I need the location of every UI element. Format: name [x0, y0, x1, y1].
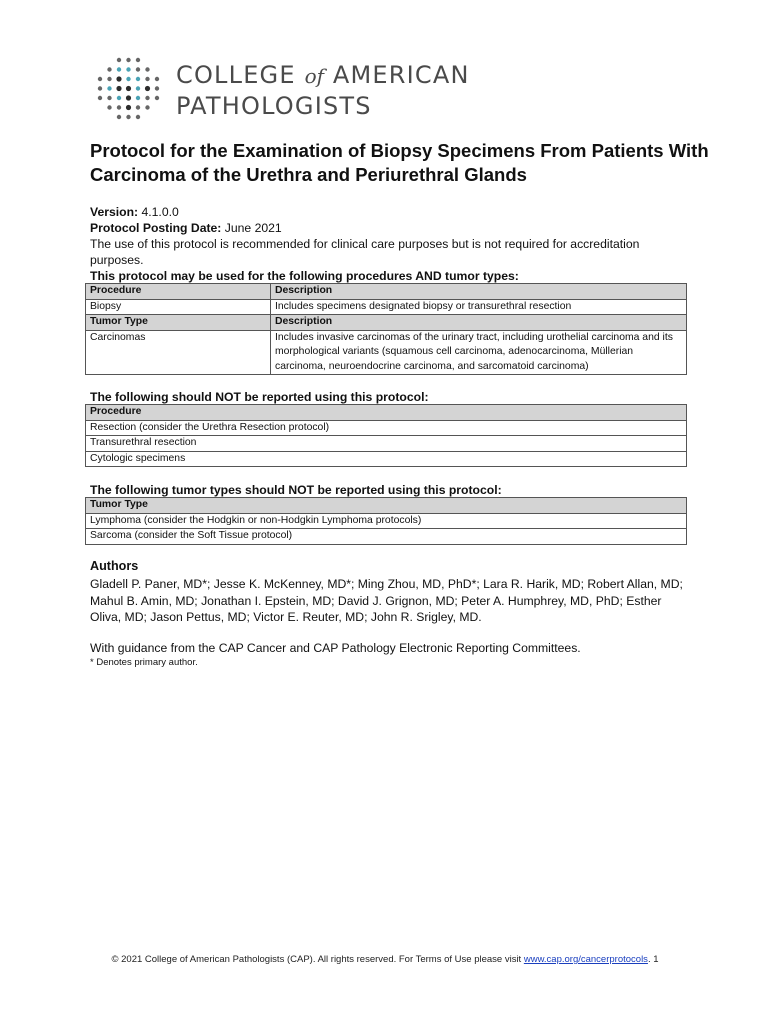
table-row	[86, 451, 687, 467]
tumor-type-header: Tumor Type	[86, 315, 271, 331]
logo-dot	[98, 86, 102, 90]
logo-dot	[107, 86, 111, 90]
logo-dot	[155, 77, 159, 81]
procedure-header: Procedure	[86, 405, 687, 421]
protocol-meta	[90, 204, 690, 284]
logo-dot	[145, 86, 150, 91]
table-header-row	[86, 498, 687, 514]
table-cell: Transurethral resection	[86, 436, 687, 452]
logo-dot	[126, 105, 131, 110]
logo-dot	[117, 96, 121, 100]
logo-wordmark: COLLEGE of AMERICAN PATHOLOGISTS	[176, 61, 470, 120]
not-procedures-table	[85, 404, 687, 467]
logo-dot	[116, 76, 121, 81]
posting-date-label: Protocol Posting Date:	[90, 221, 222, 235]
version-label: Version:	[90, 205, 139, 219]
table-row	[86, 420, 687, 436]
logo-dot	[136, 105, 140, 109]
logo-dot	[145, 96, 149, 100]
tumor-type-header: Tumor Type	[86, 498, 687, 514]
logo-dot	[136, 115, 140, 119]
logo-dot	[155, 96, 159, 100]
not-procedures-heading: The following should NOT be reported using this protocol:	[90, 390, 429, 404]
logo-dot	[126, 86, 131, 91]
logo-dot	[136, 86, 140, 90]
table-header-row	[86, 284, 687, 300]
logo-dot	[126, 115, 130, 119]
logo-dot	[136, 67, 140, 71]
logo-dot	[145, 105, 149, 109]
logo-dot	[126, 95, 131, 100]
not-tumors-heading: The following tumor types should NOT be reported using this protocol:	[90, 483, 502, 497]
tumor-type-cell: Carcinomas	[86, 330, 271, 375]
logo-dot-grid-icon	[94, 54, 164, 124]
table-header-row	[86, 405, 687, 421]
table-cell: Resection (consider the Urethra Resection protocol)	[86, 420, 687, 436]
table-cell: Cytologic specimens	[86, 451, 687, 467]
page-number: . 1	[647, 954, 659, 965]
page-footer	[0, 954, 770, 966]
version-value: 4.1.0.0	[141, 205, 179, 219]
description-header: Description	[271, 315, 687, 331]
logo-dot	[136, 58, 140, 62]
table-row	[86, 529, 687, 545]
table-row	[86, 513, 687, 529]
logo-dot	[107, 96, 111, 100]
table-cell: Lymphoma (consider the Hodgkin or non-Hodgkin Lymphoma protocols)	[86, 513, 687, 529]
logo-dot	[136, 77, 140, 81]
copyright-text: © 2021 College of American Pathologists (CAP). All rights reserved. For Terms of Use please visit	[111, 954, 522, 965]
table-header-row	[86, 315, 687, 331]
logo-dot	[126, 58, 130, 62]
procedure-header: Procedure	[86, 284, 271, 300]
logo-dot	[107, 67, 111, 71]
table-row	[86, 436, 687, 452]
logo-dot	[117, 58, 121, 62]
primary-author-note: * Denotes primary author.	[90, 657, 198, 668]
table-cell: Sarcoma (consider the Soft Tissue protocol)	[86, 529, 687, 545]
description-header: Description	[271, 284, 687, 300]
logo-dot	[145, 67, 149, 71]
procedure-description-cell: Includes specimens designated biopsy or transurethral resection	[271, 299, 687, 315]
logo-dot	[126, 67, 130, 71]
table-row	[86, 330, 687, 375]
may-use-heading: This protocol may be used for the following procedures AND tumor types:	[90, 269, 519, 283]
authors-heading: Authors	[90, 559, 139, 573]
logo-dot	[117, 67, 121, 71]
cap-logo	[94, 54, 494, 124]
use-note: The use of this protocol is recommended for clinical care purposes but is not required for accreditation purposes.	[90, 237, 640, 267]
logo-dot	[117, 105, 121, 109]
logo-dot	[145, 77, 149, 81]
procedure-cell: Biopsy	[86, 299, 271, 315]
logo-dot	[126, 77, 130, 81]
logo-dot	[136, 96, 140, 100]
tumor-description-cell: Includes invasive carcinomas of the urinary tract, including urothelial carcinoma and its morphological variants (squamous cell carcinoma, adenocarcinoma, Müllerian carcinoma, neuroendocrine carcinoma, and sarcomatoid carcinoma)	[271, 330, 687, 375]
table-row	[86, 299, 687, 315]
posting-date-value: June 2021	[224, 221, 282, 235]
cancer-protocols-link[interactable]: www.cap.org/cancerprotocols	[523, 954, 648, 965]
logo-dot	[117, 115, 121, 119]
guidance-note: With guidance from the CAP Cancer and CAP Pathology Electronic Reporting Committees.	[90, 641, 581, 655]
not-tumors-table	[85, 497, 687, 545]
procedures-tumor-types-table	[85, 283, 687, 375]
logo-dot	[98, 96, 102, 100]
logo-dot	[107, 105, 111, 109]
authors-list: Gladell P. Paner, MD*; Jesse K. McKenney, MD*; Ming Zhou, MD, PhD*; Lara R. Harik, MD; Robert Allan, MD; Mahul B. Amin, MD; Jonathan I. Epstein, MD; David J. Grignon, MD; Peter A. Humphrey, MD, PhD; Esther Oliva, MD; Jason Pettus, MD; Victor E. Reuter, MD; John R. Srigley, MD.	[90, 577, 683, 624]
logo-dot	[98, 77, 102, 81]
document-title: Protocol for the Examination of Biopsy Specimens From Patients With Carcinoma of the Urethra and Periurethral Glands	[90, 140, 709, 185]
logo-dot	[116, 86, 121, 91]
logo-dot	[107, 77, 111, 81]
logo-dot	[155, 86, 159, 90]
